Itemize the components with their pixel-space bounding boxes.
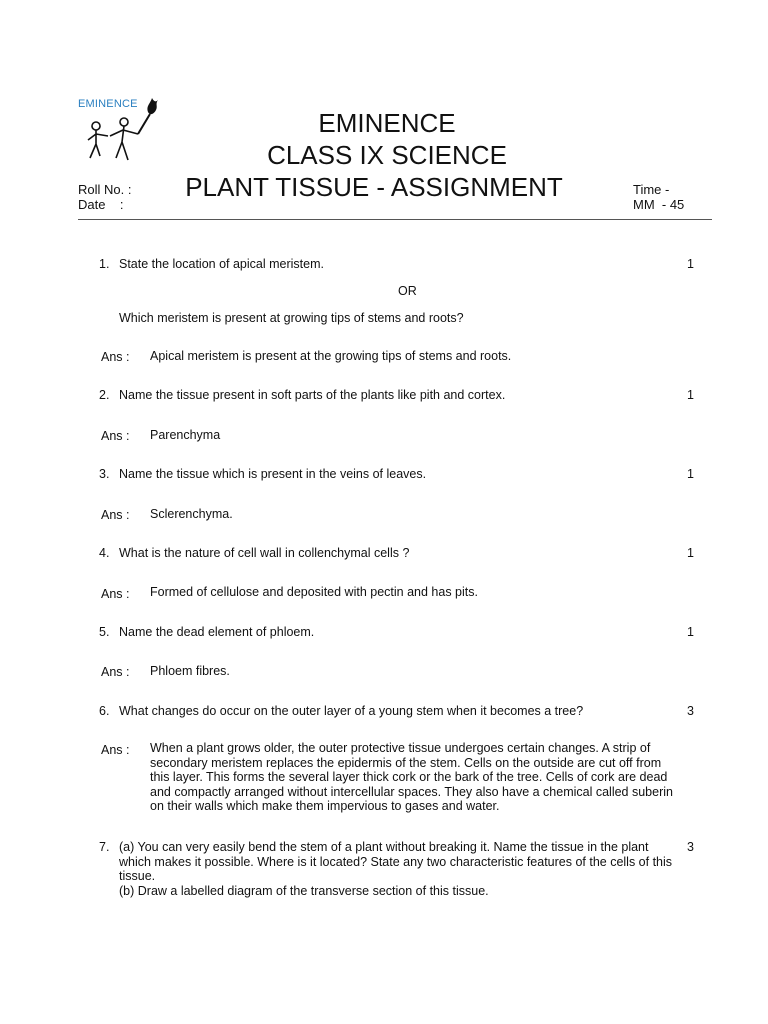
answer-text: Apical meristem is present at the growing tips of stems and roots. — [150, 349, 512, 363]
question-marks: 3 — [687, 704, 694, 718]
question-marks: 1 — [687, 467, 694, 481]
answer-label: Ans : — [101, 508, 130, 522]
question-number: 3. — [99, 467, 110, 481]
answer-label: Ans : — [101, 350, 130, 364]
question-marks: 1 — [687, 388, 694, 402]
question-text: What is the nature of cell wall in collenchymal cells ? — [119, 546, 410, 560]
header-divider — [78, 219, 712, 220]
answer-text: Parenchyma — [150, 428, 221, 442]
answer-text: Phloem fibres. — [150, 664, 230, 678]
answer-label: Ans : — [101, 429, 130, 443]
question-number: 2. — [99, 388, 110, 402]
date-label: Date : — [78, 197, 124, 212]
class-title: CLASS IX SCIENCE — [267, 140, 507, 170]
question-marks: 1 — [687, 257, 694, 271]
question-number: 4. — [99, 546, 110, 560]
max-marks-label: MM - 45 — [633, 197, 685, 212]
answer-text: Formed of cellulose and deposited with pectin and has pits. — [150, 585, 478, 599]
logo-text: EMINENCE — [78, 98, 138, 110]
time-label: Time - — [633, 182, 670, 197]
alternate-question-text: Which meristem is present at growing tips of stems and roots? — [119, 311, 464, 325]
question-number: 7. — [99, 840, 110, 854]
or-divider: OR — [398, 284, 417, 298]
answer-label: Ans : — [101, 665, 130, 679]
assignment-title: PLANT TISSUE - ASSIGNMENT — [185, 172, 563, 202]
answer-text: Sclerenchyma. — [150, 507, 233, 521]
question-marks: 1 — [687, 625, 694, 639]
question-number: 6. — [99, 704, 110, 718]
question-text: Name the tissue which is present in the veins of leaves. — [119, 467, 427, 481]
roll-no-label: Roll No. : — [78, 182, 132, 197]
answer-label: Ans : — [101, 587, 130, 601]
answer-text: When a plant grows older, the outer protective tissue undergoes certain changes. A strip of secondary meristem replaces the epidermis of the stem. Cells on the outside are cut off from this layer. This forms the several layer thick cork or the bark of the tree. Cells of cork are dead and compactly arranged without intercellular spaces. They also have a chemical called suberin on their walls which make them impervious to gases and water. — [150, 741, 673, 813]
question-text: Name the tissue present in soft parts of the plants like pith and cortex. — [119, 388, 506, 402]
question-text: State the location of apical meristem. — [119, 257, 324, 271]
school-title: EMINENCE — [318, 108, 456, 138]
question-marks: 1 — [687, 546, 694, 560]
question-text: What changes do occur on the outer layer of a young stem when it becomes a tree? — [119, 704, 584, 718]
question-text-part-b: (b) Draw a labelled diagram of the transverse section of this tissue. — [119, 884, 489, 898]
answer-label: Ans : — [101, 743, 130, 757]
question-text: Name the dead element of phloem. — [119, 625, 315, 639]
question-marks: 3 — [687, 840, 694, 854]
question-number: 5. — [99, 625, 110, 639]
question-number: 1. — [99, 257, 110, 271]
question-text: (a) You can very easily bend the stem of a plant without breaking it. Name the tissue in the plant which makes it possible. Where is it located? State any two characteristic features of the cells of this tissue. — [119, 840, 673, 883]
